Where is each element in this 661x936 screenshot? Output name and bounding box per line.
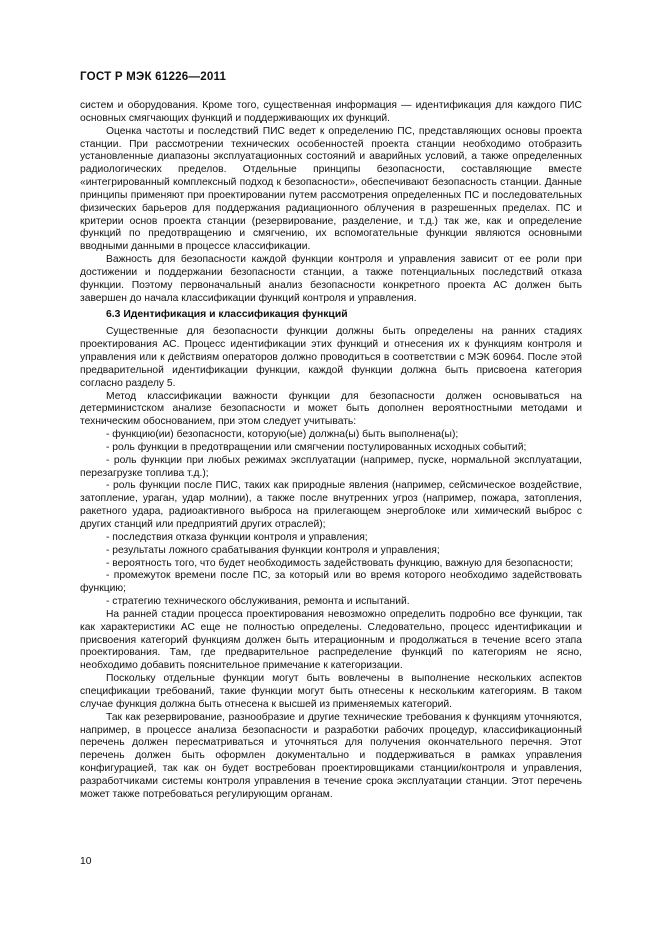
list-item: - последствия отказа функции контроля и управления; <box>106 531 368 543</box>
document-body <box>80 100 582 802</box>
paragraph-classification-method: Метод классификации важности функции для безопасности должен основываться на детерминистском анализе безопасности и может быть дополнен вероятностными методами и техническим обоснованием, при этом следует учитывать: <box>80 390 582 428</box>
paragraph-identification: Существенные для безопасности функции должны быть определены на ранних стадиях проектирования АС. Процесс идентификации этих функций и отнесения их к функциям контроля и управления или к действиям операторов должно проводиться в соответствии с МЭК 60964. После этой предварительной идентификации функции, каждой функции должна быть присвоена категория согласно разделу 5. <box>80 326 582 389</box>
list-item: - результаты ложного срабатывания функции контроля и управления; <box>106 544 440 556</box>
list-item: - роль функции при любых режимах эксплуатации (например, пуске, нормальной эксплуатации, перезагрузке топлива т.д.); <box>80 454 582 479</box>
list-item: - стратегию технического обслуживания, ремонта и испытаний. <box>106 596 410 608</box>
list-item: - роль функции в предотвращении или смягчении постулированных исходных событий; <box>106 441 527 453</box>
list-item: - роль функции после ПИС, таких как природные явления (например, сейсмическое воздействие, затопление, ураган, удар молнии), а также после внутренних угроз (например, пожара, затопления, ракетного удара, радиоактивного выброса на прилегающем энергоблоке или химический выброс с других станций или предприятий других отраслей); <box>80 480 582 530</box>
standard-header: ГОСТ Р МЭК 61226—2011 <box>80 70 227 83</box>
list-item: - вероятность того, что будет необходимость задействовать функцию, важную для безопасности; <box>106 557 574 569</box>
paragraph-early-stage: На ранней стадии процесса проектирования невозможно определить подробно все функции, так как характеристики АС еще не полностью определены. Следовательно, процесс идентификации и присвоения категорий функциям должен быть итерационным и продолжаться в течение всего этапа проектирования. Там, где предварительное распределение функций по категориям не ясно, необходимо добавить пояснительное примечание к категоризации. <box>80 608 582 672</box>
paragraph-multiple-categories: Поскольку отдельные функции могут быть вовлечены в выполнение нескольких аспектов спецификации требований, такие функции могут быть отнесены к нескольким категориям. В таком случае функция должна быть отнесена к высшей из применяемых категорий. <box>80 673 582 710</box>
paragraph-classification-list: Так как резервирование, разнообразие и другие технические требования к функциям уточняются, например, в процессе анализа безопасности и разработки рабочих процедур, классификационный перечень должен пересматриваться и уточняться для получения окончательного перечня. Этот перечень должен быть оформлен документально и поддерживаться в рамках управления конфигурацией, так как он будет востребован проектировщиками станции/контроля и управления, разработчиками системы контроля управления в течение срока эксплуатации станции. Этот перечень может также потребоваться регулирующим органам. <box>80 711 582 800</box>
paragraph-continuation: систем и оборудования. Кроме того, существенная информация — идентификация для каждого ПИС основных смягчающих функций и поддерживающих их функций. <box>80 100 582 124</box>
list-item: - функцию(ии) безопасности, которую(ые) должна(ы) быть выполнена(ы); <box>106 429 459 441</box>
section-heading-6-3: 6.3 Идентификация и классификация функций <box>106 308 348 320</box>
list-item: - промежуток времени после ПС, за который или во время которого необходимо задействовать функцию; <box>80 570 582 595</box>
paragraph-safety-importance: Важность для безопасности каждой функции контроля и управления зависит от ее роли при достижении и поддержании безопасности станции, а также потенциальных последствий отказа функции. Поэтому первоначальный анализ безопасности конкретного проекта АС должен быть завершен до начала классификации функций контроля и управления. <box>80 254 582 304</box>
paragraph-pis-assessment: Оценка частоты и последствий ПИС ведет к определению ПС, представляющих основы проекта станции. При рассмотрении технических особенностей проекта станции необходимо отобразить установленные диапазоны эксплуатационных состояний и аварийных условий, а также определенных радиологических пределов. Отдельные принципы безопасности, составляющие вместе «интегрированный комплексный подход к безопасности», обеспечивают безопасность станции. Данные принципы применяют при проектировании путем рассмотрения определенных ПС и последовательных физических барьеров для поддержания радиационного облучения в разрешенных пределах. ПС и критерии основ проекта станции (резервирование, разделение, и т.д.) так же, как и определение функций по предотвращению и смягчению, их вспомогательные функции являются основными вводными данными в процессе классификации. <box>80 125 582 253</box>
page-number: 10 <box>80 856 92 867</box>
